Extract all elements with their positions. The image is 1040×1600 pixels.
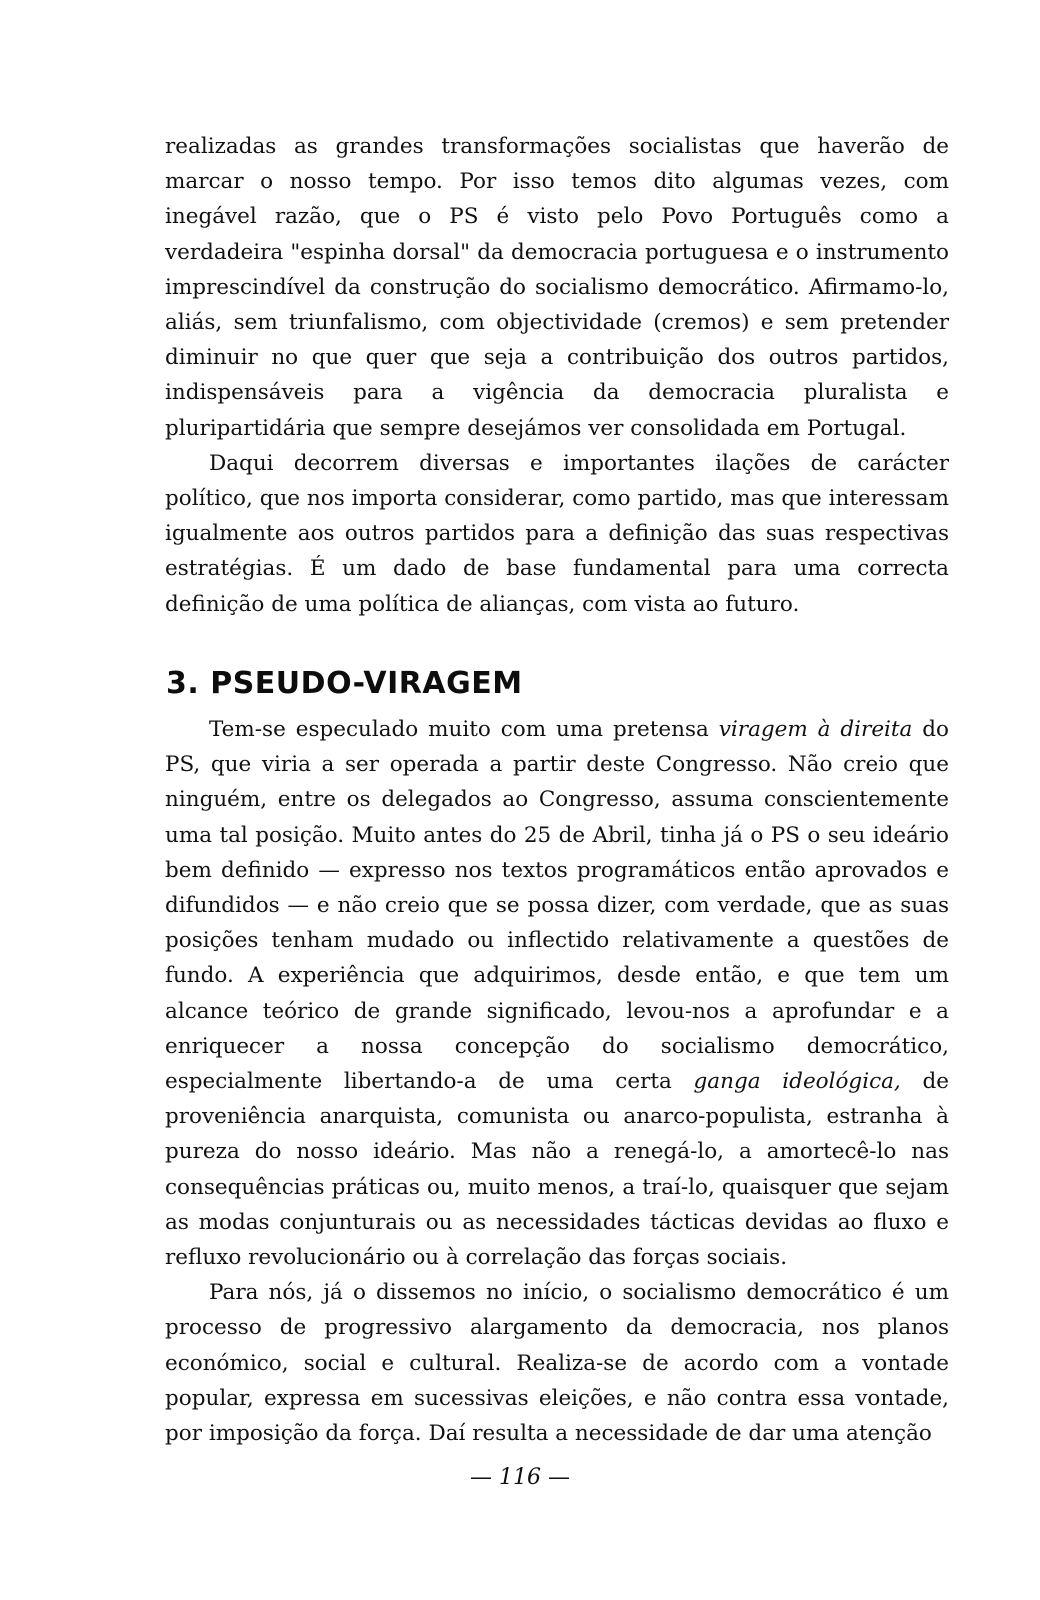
body-text-top — [165, 129, 949, 622]
paragraph-viragem-text-3: de proveniência anarquista, comunista ou anarco-populista, estranha à pureza do nosso ideário. Mas não a renegá-lo, a amortecê-lo nas consequências práticas ou, muito menos, a traí-lo, quaisquer que sejam as modas conjunturais ou as necessidades tácticas devidas ao fluxo e refluxo revolucionário ou à correlação das forças sociais. — [165, 1069, 949, 1271]
paragraph-viragem-text-1: Tem-se especulado muito com uma pretensa — [209, 717, 719, 742]
page-number — [0, 1465, 1040, 1490]
paragraph-ilacoes: Daqui decorrem diversas e importantes ilações de carácter político, que nos importa considerar, como partido, mas que interessam igualmente aos outros partidos para a definição das suas respectivas estratégias. É um dado de base fundamental para uma correcta definição de uma política de alianças, com vista ao futuro. — [165, 450, 949, 617]
section-heading: 3. PSEUDO-VIRAGEM — [166, 666, 523, 701]
paragraph-continued: realizadas as grandes transformações socialistas que haverão de marcar o nosso tempo. Por isso temos dito algumas vezes, com inegável razão, que o PS é visto pelo Povo Português como a verdadeira "espinha dorsal" da democracia portuguesa e o instrumento imprescindível da construção do socialismo democrático. Afirmamo-lo, aliás, sem triunfalismo, com objectividade (cremos) e sem pretender diminuir no que quer que seja a contribuição dos outros partidos, indispensáveis para a vigência da democracia pluralista e pluripartidária que sempre desejámos ver consolidada em Portugal. — [165, 134, 949, 441]
italic-ganga-ideologica: ganga ideológica, — [693, 1069, 901, 1095]
paragraph-viragem-text-2: do PS, que viria a ser operada a partir deste Congresso. Não creio que ninguém, entre os delegados ao Congresso, assuma conscientemente uma tal posição. Muito antes do 25 de Abril, tinha já o PS o seu ideário bem definido — expresso nos textos programáticos então aprovados e difundidos — e não creio que se possa dizer, com verdade, que as suas posições tenham mudado ou inflectido relativamente a questões de fundo. A experiência que adquirimos, desde então, e que tem um alcance teórico de grande significado, levou-nos a aprofundar e a enriquecer a nossa concepção do socialismo democrático, especialmente libertando-a de uma certa — [165, 717, 949, 1095]
page-number-value: 116 — [499, 1465, 541, 1490]
paragraph-socialismo: Para nós, já o dissemos no início, o socialismo democrático é um processo de progressivo alargamento da democracia, nos planos económico, social e cultural. Realiza-se de acordo com a vontade popular, expressa em sucessivas eleições, e não contra essa vontade, por imposição da força. Daí resulta a necessidade de dar uma atenção — [165, 1280, 949, 1447]
body-text-bottom — [165, 712, 949, 1451]
page-number-dash-right: — — [548, 1465, 570, 1490]
paragraph-viragem — [165, 712, 949, 1275]
page-number-dash-left: — — [470, 1465, 492, 1490]
italic-viragem-a-direita: viragem à direita — [718, 717, 913, 742]
